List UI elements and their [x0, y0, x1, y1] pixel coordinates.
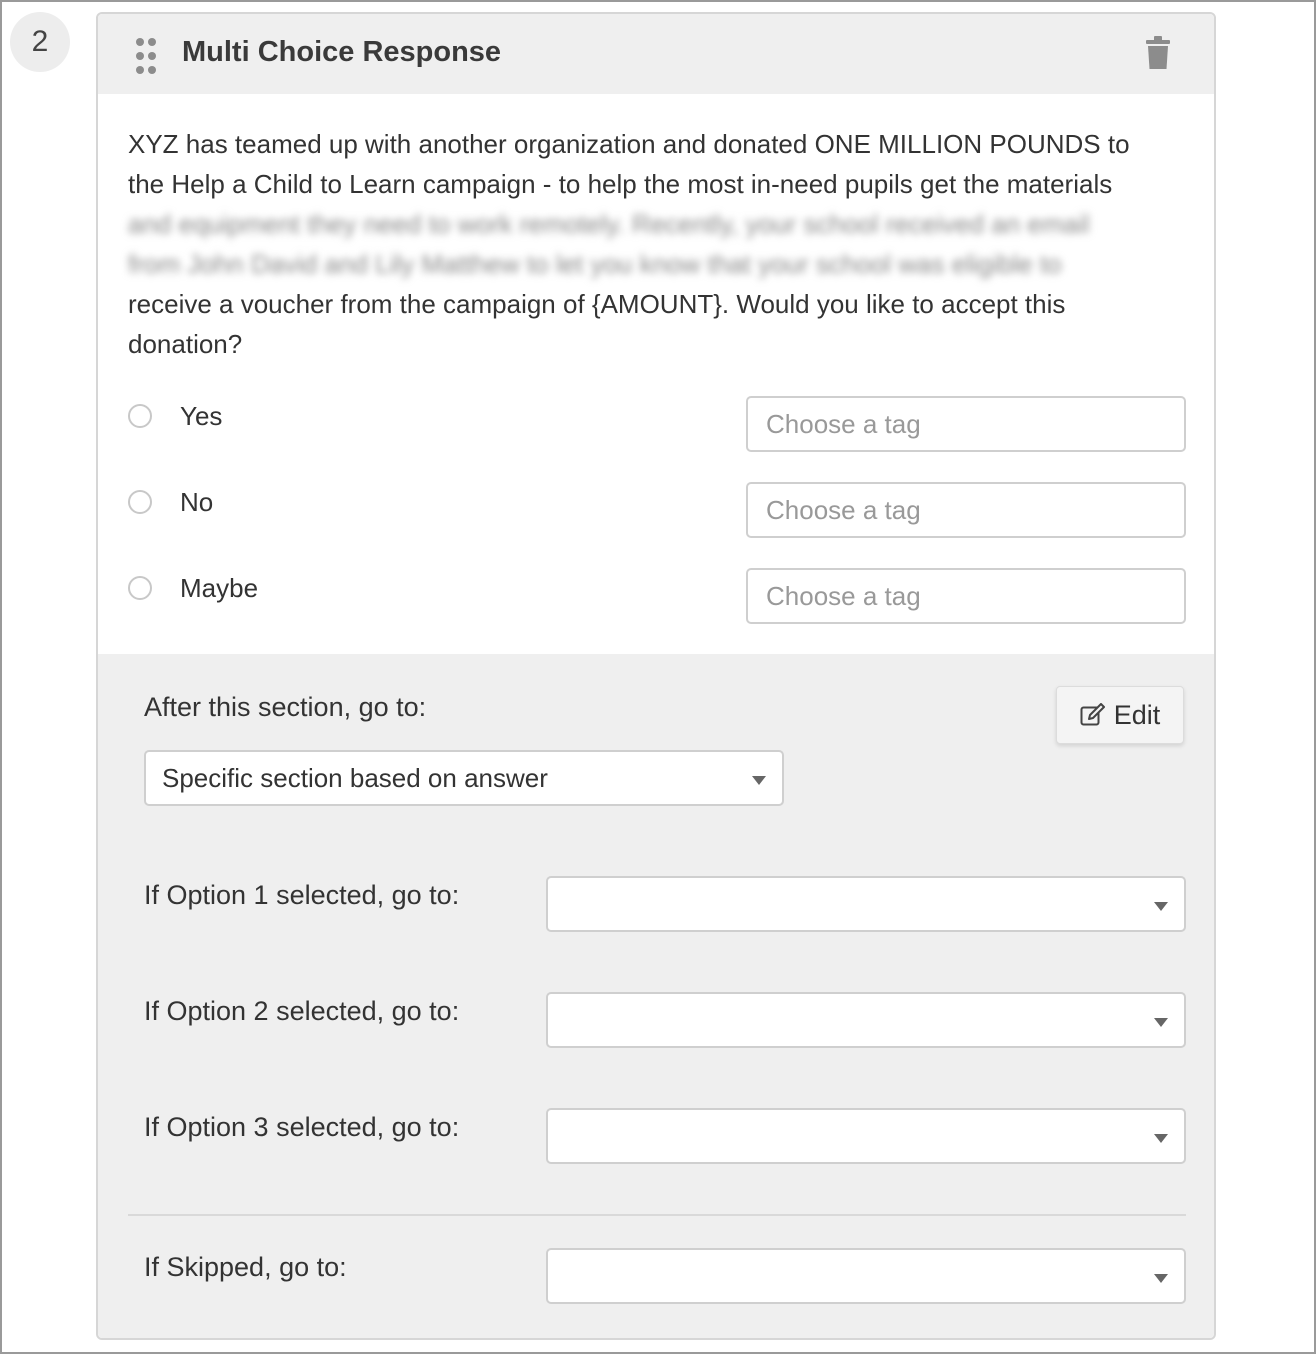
option3-route-select[interactable]	[546, 1108, 1186, 1164]
trash-icon[interactable]	[1144, 36, 1172, 70]
chevron-down-icon	[752, 776, 766, 785]
radio-button[interactable]	[128, 404, 152, 428]
question-line-redacted: and equipment they need to work remotely. Recently, your school received an email	[128, 209, 1090, 239]
option1-route-select[interactable]	[546, 876, 1186, 932]
divider	[128, 1214, 1186, 1216]
step-number: 2	[31, 25, 49, 58]
option-maybe[interactable]	[128, 568, 258, 608]
skipped-route-select[interactable]	[546, 1248, 1186, 1304]
edit-button[interactable]	[1056, 686, 1184, 744]
question-text	[128, 124, 1188, 364]
routing-panel	[98, 654, 1214, 1340]
question-line: the Help a Child to Learn campaign - to help the most in-need pupils get the materials	[128, 169, 1113, 199]
chevron-down-icon	[1154, 1274, 1168, 1283]
tag-input-yes[interactable]	[746, 396, 1186, 452]
option2-route-label: If Option 2 selected, go to:	[144, 996, 460, 1026]
edit-label: Edit	[1113, 699, 1161, 730]
radio-button[interactable]	[128, 576, 152, 600]
chevron-down-icon	[1154, 1018, 1168, 1027]
drag-handle-icon[interactable]	[136, 38, 160, 74]
chevron-down-icon	[1154, 1134, 1168, 1143]
after-section-label: After this section, go to:	[144, 692, 427, 722]
chevron-down-icon	[1154, 902, 1168, 911]
option2-route-select[interactable]	[546, 992, 1186, 1048]
radio-button[interactable]	[128, 490, 152, 514]
question-line: XYZ has teamed up with another organization and donated ONE MILLION POUNDS to	[128, 129, 1130, 159]
after-section-select[interactable]	[144, 750, 784, 806]
option-yes[interactable]	[128, 396, 222, 436]
tag-input-no[interactable]	[746, 482, 1186, 538]
question-line: receive a voucher from the campaign of {AMOUNT}. Would you like to accept this	[128, 289, 1066, 319]
option-label: No	[180, 486, 214, 517]
edit-icon	[1080, 703, 1106, 727]
after-section-value: Specific section based on answer	[162, 762, 548, 793]
step-number-badge	[10, 12, 70, 72]
tag-input-maybe[interactable]	[746, 568, 1186, 624]
question-line: donation?	[128, 329, 243, 359]
option-label: Maybe	[180, 572, 259, 603]
question-line-redacted: from John David and Lily Matthew to let you know that your school was eligible to	[128, 249, 1062, 279]
option1-route-label: If Option 1 selected, go to:	[144, 880, 460, 910]
option-no[interactable]	[128, 482, 213, 522]
skipped-route-label: If Skipped, go to:	[144, 1252, 347, 1282]
option3-route-label: If Option 3 selected, go to:	[144, 1112, 460, 1142]
option-label: Yes	[180, 400, 223, 431]
question-card	[96, 12, 1216, 1340]
card-header	[98, 14, 1214, 94]
card-title: Multi Choice Response	[182, 36, 502, 68]
